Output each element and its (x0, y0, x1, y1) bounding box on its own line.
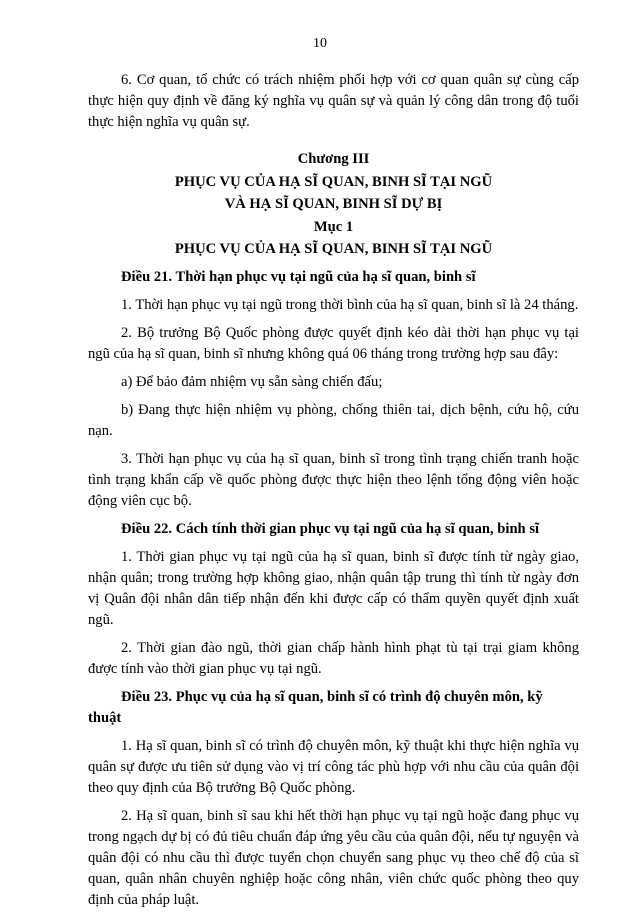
intro-paragraph: 6. Cơ quan, tổ chức có trách nhiệm phối hợp với cơ quan quân sự cùng cấp thực hiện quy định về đăng ký nghĩa vụ quân sự và quản lý công dân trong độ tuổi thực hiện nghĩa vụ quân sự. (88, 72, 579, 130)
page-number: 10 (313, 36, 327, 51)
document-body (88, 70, 579, 918)
article-21-clause-3: 3. Thời hạn phục vụ của hạ sĩ quan, binh sĩ trong tình trạng chiến tranh hoặc tình trạng khẩn cấp về quốc phòng được thực hiện theo lệnh tổng động viên hoặc động viên cục bộ. (88, 450, 579, 509)
article-23-title: Điều 23. Phục vụ của hạ sĩ quan, binh sĩ có trình độ chuyên môn, kỹ thuật (88, 688, 543, 726)
article-21-clause-1: 1. Thời hạn phục vụ tại ngũ trong thời bình của hạ sĩ quan, binh sĩ là 24 tháng. (121, 296, 579, 313)
article-22-clause-1: 1. Thời gian phục vụ tại ngũ của hạ sĩ quan, binh sĩ được tính từ ngày giao, nhận quân; trong trường hợp không giao, nhận quân tập trung thì tính từ ngày đơn vị Quân đội nhân dân tiếp nhận đến khi được cấp có thẩm quyền quyết định xuất ngũ. (88, 548, 579, 628)
section-title: PHỤC VỤ CỦA HẠ SĨ QUAN, BINH SĨ TẠI NGŨ (174, 241, 493, 257)
article-21-point-a: a) Để bảo đảm nhiệm vụ sẵn sàng chiến đấu; (121, 373, 383, 390)
article-21-point-b: b) Đang thực hiện nhiệm vụ phòng, chống thiên tai, dịch bệnh, cứu hộ, cứu nạn. (88, 401, 579, 439)
chapter-heading (88, 148, 579, 261)
chapter-label: Chương III (297, 151, 370, 167)
article-21-title: Điều 21. Thời hạn phục vụ tại ngũ của hạ sĩ quan, binh sĩ (121, 268, 476, 285)
section-label: Mục 1 (313, 218, 354, 235)
chapter-title-line1: PHỤC VỤ CỦA HẠ SĨ QUAN, BINH SĨ TẠI NGŨ (174, 173, 493, 190)
article-21-clause-2: 2. Bộ trưởng Bộ Quốc phòng được quyết định kéo dài thời hạn phục vụ tại ngũ của hạ sĩ quan, binh sĩ nhưng không quá 06 tháng trong trường hợp sau đây: (88, 324, 579, 362)
article-22-title: Điều 22. Cách tính thời gian phục vụ tại ngũ của hạ sĩ quan, binh sĩ (121, 520, 540, 537)
article-23-clause-1: 1. Hạ sĩ quan, binh sĩ có trình độ chuyên môn, kỹ thuật khi thực hiện nghĩa vụ quân sự được ưu tiên sử dụng vào vị trí công tác phù hợp với nhu cầu của quân đội theo quy định của Bộ trưởng Bộ Quốc phòng. (88, 737, 579, 796)
article-22-clause-2: 2. Thời gian đào ngũ, thời gian chấp hành hình phạt tù tại trại giam không được tính vào thời gian phục vụ tại ngũ. (88, 639, 579, 677)
article-23-clause-2: 2. Hạ sĩ quan, binh sĩ sau khi hết thời hạn phục vụ tại ngũ hoặc đang phục vụ trong ngạch dự bị có đủ tiêu chuẩn đáp ứng yêu cầu của quân đội, nếu tự nguyện và quân đội có nhu cầu thì được tuyển chọn chuyển sang phục vụ theo chế độ của sĩ quan, quân nhân chuyên nghiệp hoặc công nhân, viên chức quốc phòng theo quy định của pháp luật. (88, 807, 579, 908)
chapter-title-line2: VÀ HẠ SĨ QUAN, BINH SĨ DỰ BỊ (224, 196, 443, 212)
